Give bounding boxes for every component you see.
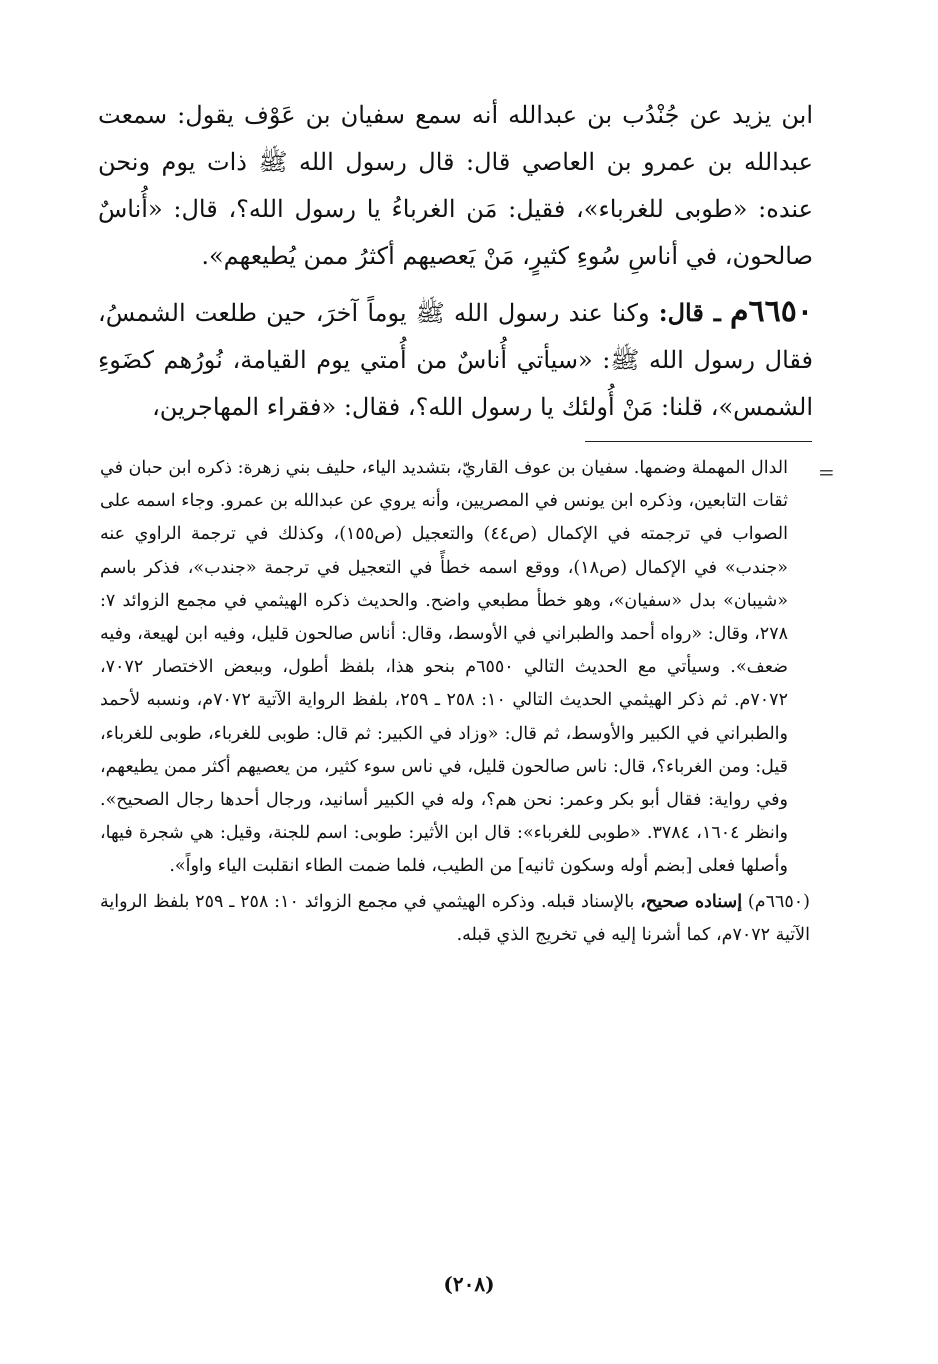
main-paragraph: ابن يزيد عن جُنْدُب بن عبدالله أنه سمع سفيان بن عَوْف يقول: سمعت عبدالله بن عمرو بن العاصي قال: قال رسول الله ﷺ ذات يوم ونحن عنده: «طوبى للغرباء»، فقيل: مَن الغرباءُ يا رسول الله؟، قال: «أُناسٌ صالحون، في أناسِ سُوءِ كثيرٍ، مَنْ يَعصيهم أكثرُ ممن يُطيعهم». (98, 101, 813, 270)
footnote-2-lead: إسناده صحيح، (640, 891, 743, 912)
hadith-paragraph (98, 288, 813, 431)
page-number: (٢٠٨) (443, 1272, 495, 1296)
hadith-lead: ـ قال: (658, 298, 721, 327)
footnote-divider (585, 441, 812, 442)
footnote-2-number: (٦٦٥٠م) (747, 891, 810, 912)
footnote-2 (100, 886, 810, 952)
continuation-mark: = (818, 460, 835, 484)
main-text (98, 92, 813, 431)
hadith-number: ٦٦٥٠م (729, 294, 813, 329)
footnote-2-text: بالإسناد قبله. وذكره الهيثمي في مجمع الزوائد ١٠: ٢٥٨ ـ ٢٥٩ بلفظ الرواية الآتية ٧٠٧٢م، كما أشرنا إليه في تخريج الذي قبله. (100, 891, 810, 945)
hadith-text: وكنا عند رسول الله ﷺ يوماً آخرَ، حين طلعت الشمسُ، فقال رسول الله ﷺ: «سيأتي أُناسٌ من أُمتي يوم القيامة، نُورُهم كضَوءِ الشمس»، قلنا: مَنْ أُولئك يا رسول الله؟، فقال: «فقراء المهاجرين، (98, 299, 813, 421)
footnote-1: الدال المهملة وضمها. سفيان بن عوف القاريّ، بتشديد الياء، حليف بني زهرة: ذكره ابن حبان في ثقات التابعين، وذكره ابن يونس في المصريين، وأنه يروي عن عبدالله بن عمرو. وجاء اسمه على الصواب في ترجمته في الإكمال (ص٤٤) والتعجيل (ص١٥٥)، وكذلك في ترجمة الراوي عنه «جندب» في الإكمال (ص١٨)، ووقع اسمه خطأً في التعجيل في ترجمة «جندب»، فذكر باسم «شيبان» بدل «سفيان»، وهو خطأ مطبعي واضح. والحديث ذكره الهيثمي في مجمع الزوائد ٧: ٢٧٨، وقال: «رواه أحمد والطبراني في الأوسط، وقال: أناس صالحون قليل، وفيه ابن لهيعة، وفيه ضعف». وسيأتي مع الحديث التالي ٦٥٥٠م بنحو هذا، بلفظ أطول، وببعض الاختصار ٧٠٧٢، ٧٠٧٢م. ثم ذكر الهيثمي الحديث التالي ١٠: ٢٥٨ ـ ٢٥٩، بلفظ الرواية الآتية ٧٠٧٢م، ونسبه لأحمد والطبراني في الكبير والأوسط، ثم قال: «وزاد في الكبير: ثم قال: طوبى للغرباء، طوبى للغرباء، قيل: ومن الغرباء؟، قال: ناس صالحون قليل، في ناس سوء كثير، من يعصيهم أكثر ممن يطيعهم، وفي رواية: فقال أبو بكر وعمر: نحن هم؟، وله في الكبير أسانيد، ورجال أحدها رجال الصحيح». وانظر ١٦٠٤، ٣٧٨٤. «طوبى للغرباء»: قال ابن الأثير: طوبى: اسم للجنة، وقيل: هي شجرة فيها، وأصلها فعلى [بضم أوله وسكون ثانيه] من الطيب، فلما ضمت الطاء انقلبت الياء واواً». (100, 458, 789, 877)
footnotes (100, 452, 810, 952)
